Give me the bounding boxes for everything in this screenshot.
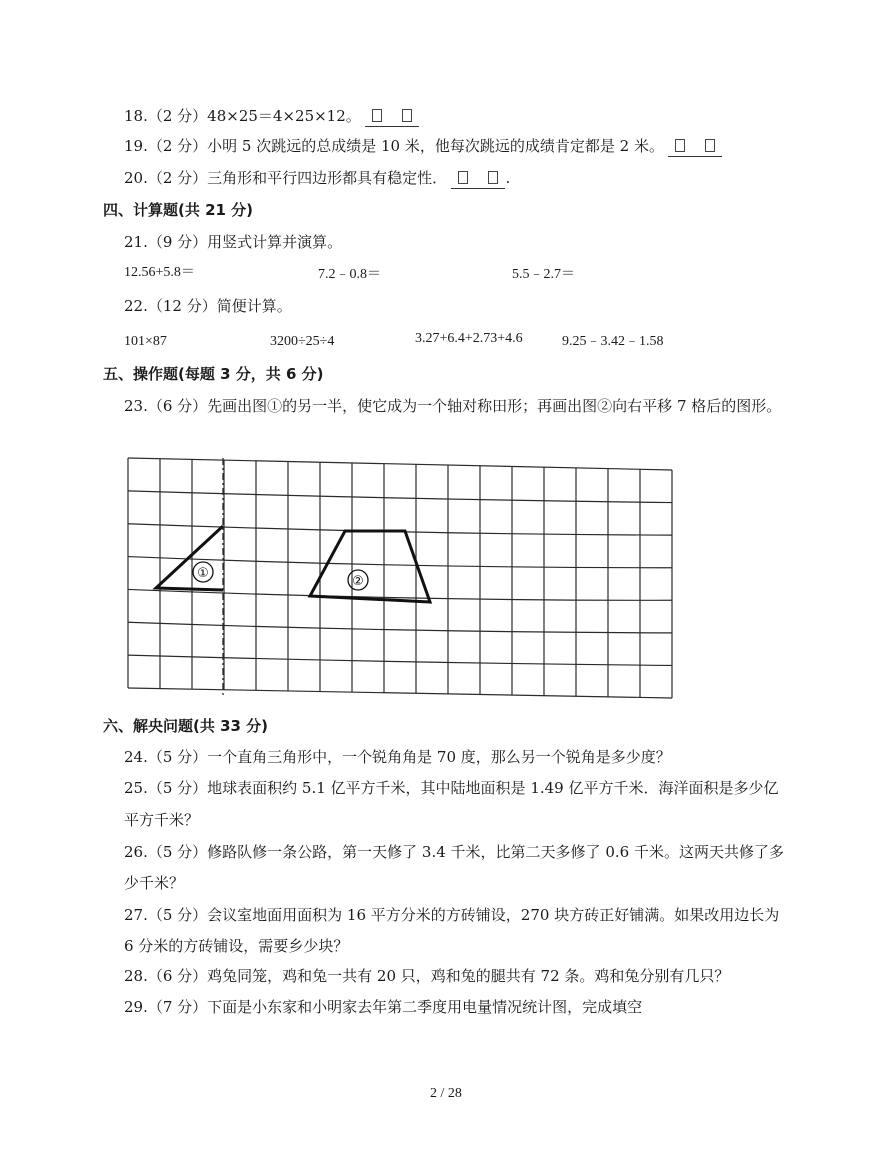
question-20 — [124, 168, 510, 189]
grid-figure — [120, 448, 680, 708]
grid-horizontal-line — [128, 524, 672, 535]
expression: 5.5﹣2.7＝ — [512, 267, 575, 282]
figure-label-1: ① — [197, 566, 209, 581]
grid-horizontal-line — [128, 688, 672, 698]
question-26-line1: 26.（5 分）修路队修一条公路，第一天修了 3.4 千米，比第二天多修了 0.6 千米。这两天共修了多 — [124, 843, 784, 861]
section-4-title: 四、计算题(共 21 分) — [103, 201, 254, 219]
question-18 — [124, 106, 419, 127]
question-23-text: 23.（6 分）先画出图①的另一半，使它成为一个轴对称田形；再画出图②向右平移 7 格后的图形。 — [124, 397, 782, 415]
question-22-text: 22.（12 分）简便计算。 — [124, 297, 292, 315]
question-26-line2: 少千米？ — [124, 874, 185, 892]
expression: 12.56+5.8＝ — [124, 265, 195, 280]
section-5-title: 五、操作题(每题 3 分，共 6 分) — [103, 365, 324, 383]
section-6-title: 六、解央问题(共 33 分) — [103, 717, 269, 735]
answer-blank[interactable] — [365, 106, 419, 127]
expression: 3200÷25÷4 — [270, 334, 335, 349]
question-29-text: 29.（7 分）下面是小东家和小明家去年第二季度用电量情况统计图，完成填空 — [124, 998, 643, 1016]
question-19 — [124, 136, 722, 157]
question-27-line1: 27.（5 分）会议室地面用面积为 16 平方分米的方砖铺设，270 块方砖正好铺满。如果改用边长为 — [124, 906, 780, 924]
question-20-suffix: . — [505, 169, 511, 187]
trapezoid-shape — [310, 531, 430, 602]
answer-blank[interactable] — [668, 136, 722, 157]
expression: 9.25﹣3.42﹣1.58 — [562, 334, 664, 349]
grid-lines — [128, 458, 672, 698]
answer-blank[interactable] — [451, 168, 505, 189]
expression: 3.27+6.4+2.73+4.6 — [415, 331, 523, 346]
question-28-text: 28.（6 分）鸡兔同笼，鸡和兔一共有 20 只，鸡和兔的腿共有 72 条。鸡和兔分别有几只？ — [124, 967, 730, 985]
expression: 7.2﹣0.8＝ — [318, 267, 381, 282]
question-18-text: 18.（2 分）48×25＝4×25×12。 — [124, 107, 361, 125]
page-number: 2 / 28 — [430, 1086, 462, 1101]
grid-horizontal-line — [128, 557, 672, 568]
grid-horizontal-line — [128, 491, 672, 503]
question-25-line1: 25.（5 分）地球表面积约 5.1 亿平方千米，其中陆地面积是 1.49 亿平方千米．海洋面积是多少亿 — [124, 779, 779, 797]
question-21-text: 21.（9 分）用竖式计算并演算。 — [124, 233, 343, 251]
question-27-line2: 6 分米的方砖铺设，需要乡少块？ — [124, 937, 349, 955]
question-20-text: 20.（2 分）三角形和平行四边形都具有稳定性． — [124, 169, 448, 187]
grid-horizontal-line — [128, 655, 672, 665]
question-19-text: 19.（2 分）小明 5 次跳远的总成绩是 10 米，他每次跳远的成绩肯定都是 2 米。 — [124, 137, 664, 155]
question-25-line2: 平方千米？ — [124, 811, 200, 829]
question-24-text: 24.（5 分）一个直角三角形中，一个锐角角是 70 度，那么另一个锐角是多少度？ — [124, 748, 671, 766]
grid-horizontal-line — [128, 458, 672, 470]
expression: 101×87 — [124, 334, 167, 349]
grid-horizontal-line — [128, 622, 672, 633]
figure-label-2: ② — [352, 574, 364, 589]
